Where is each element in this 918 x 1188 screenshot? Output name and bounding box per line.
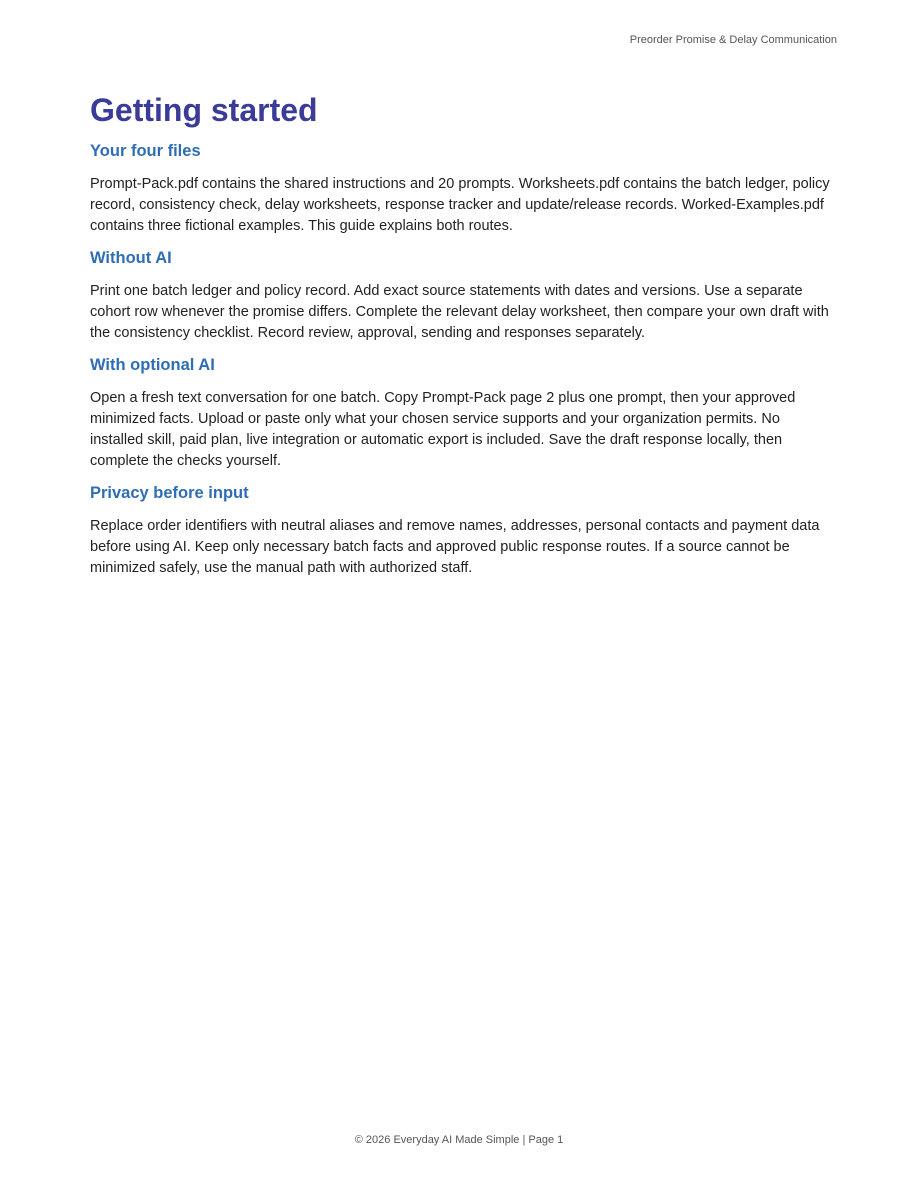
page-title: Getting started [90,92,318,128]
section-heading: Without AI [90,249,172,267]
section-heading: With optional AI [90,356,215,374]
section-with-optional-ai [90,354,830,472]
running-header: Preorder Promise & Delay Communication [629,34,837,46]
page-footer: © 2026 Everyday AI Made Simple | Page 1 [354,1134,564,1146]
page-content [90,90,830,589]
section-paragraph: Print one batch ledger and policy record. Add exact source statements with dates and versions. Use a separate cohort row whenever the promise differs. Complete the relevant delay worksheet, then compare your own draft with the consistency checklist. Record review, approval, sending and responses separately. [90,283,829,341]
section-without-ai [90,247,830,344]
section-paragraph: Open a fresh text conversation for one batch. Copy Prompt-Pack page 2 plus one prompt, then your approved minimized facts. Upload or paste only what your chosen service supports and your organization permits. No installed skill, paid plan, live integration or automatic export is included. Save the draft response locally, then complete the checks yourself. [90,390,796,469]
section-paragraph: Replace order identifiers with neutral aliases and remove names, addresses, personal contacts and payment data before using AI. Keep only necessary batch facts and approved public response routes. If a source cannot be minimized safely, use the manual path with authorized staff. [90,518,820,576]
section-paragraph: Prompt-Pack.pdf contains the shared instructions and 20 prompts. Worksheets.pdf contains the batch ledger, policy record, consistency check, delay worksheets, response tracker and update/release records. Worked-Examples.pdf contains three fictional examples. This guide explains both routes. [90,176,830,234]
section-your-four-files [90,140,830,237]
section-privacy-before-input [90,482,830,579]
section-heading: Your four files [90,142,201,160]
section-heading: Privacy before input [90,484,249,502]
